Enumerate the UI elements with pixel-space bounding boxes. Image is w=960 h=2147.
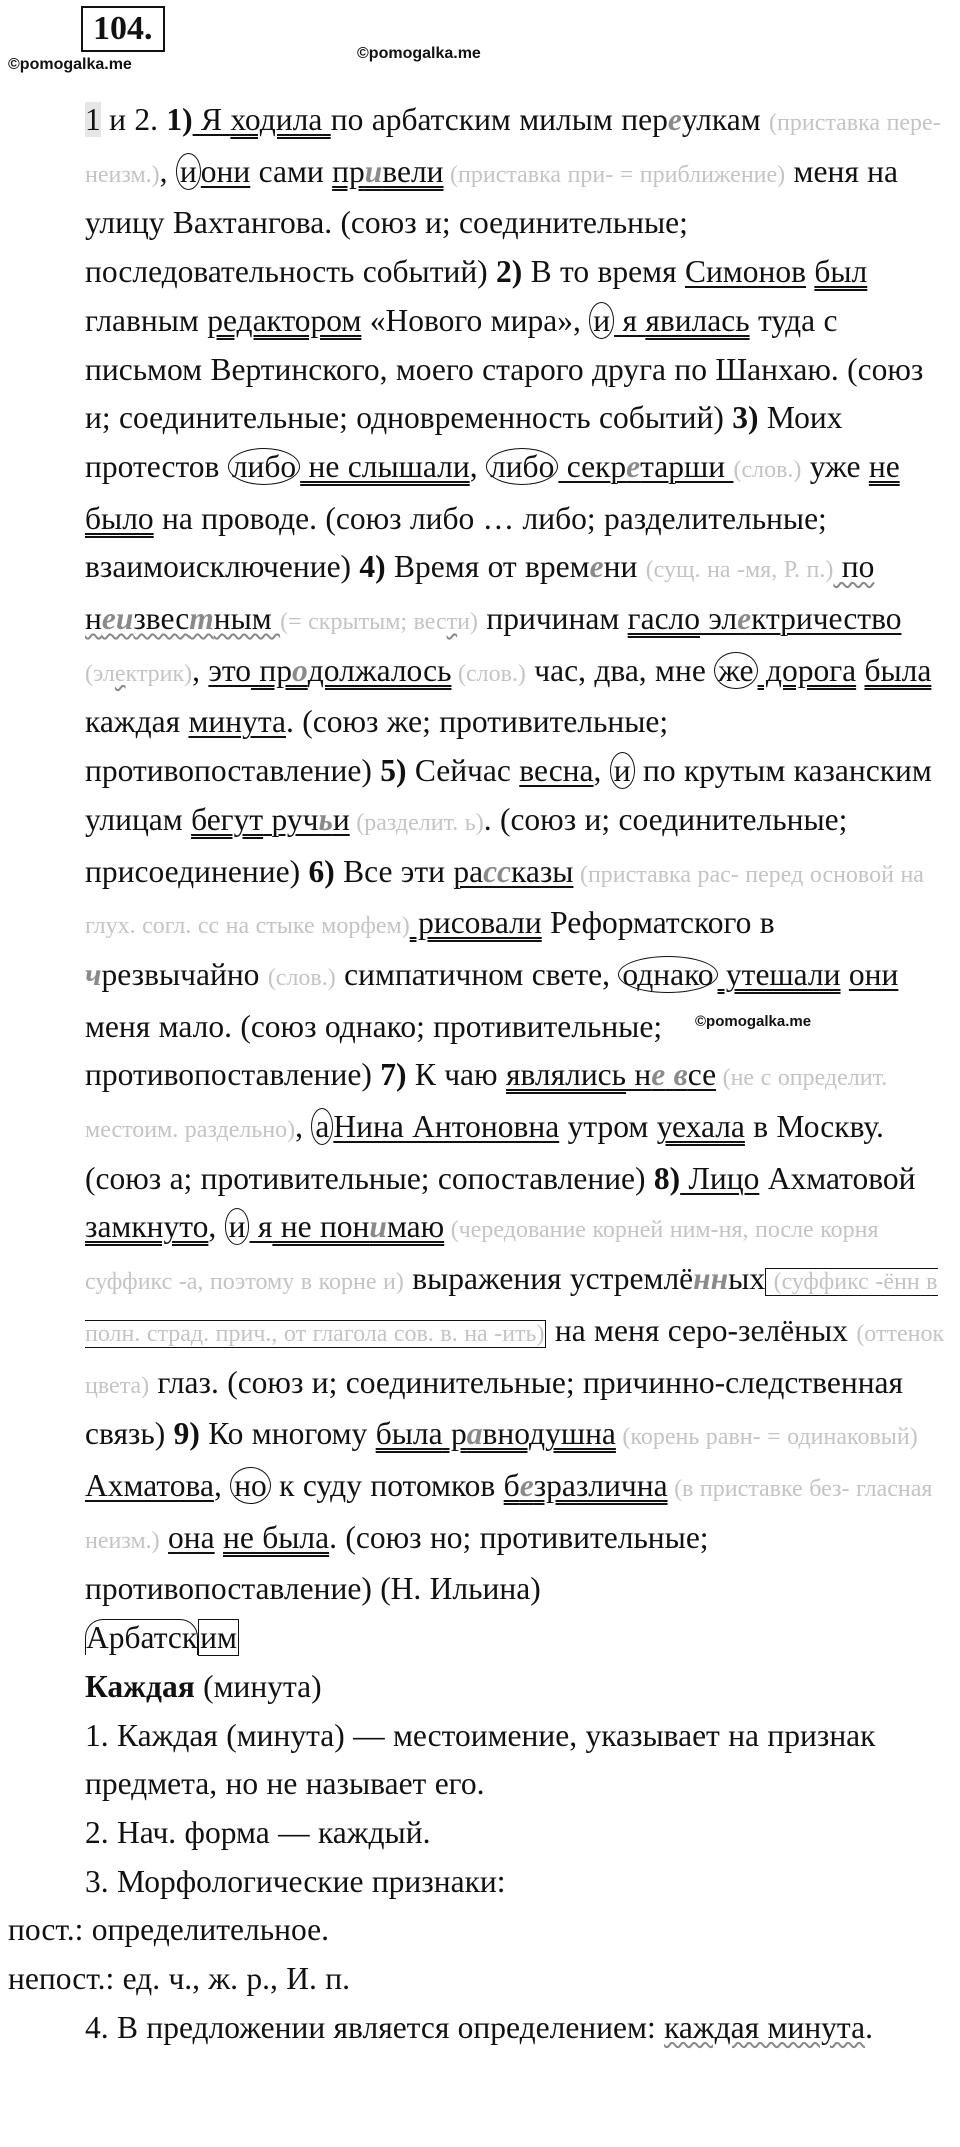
text-run: , [295,1109,312,1145]
parse-line: непост.: ед. ч., ж. р., И. п. [8,1961,351,1997]
subject: они [200,153,251,189]
text-run: Все эти [334,853,454,889]
sentence-number: 9) [173,1416,200,1452]
subject: не все [626,1057,717,1093]
note: (суффикс -ённ в полн. страд. прич., от глагола сов. в. на -ить) [85,1269,938,1347]
sentence-number: 6) [308,853,335,889]
text-run: к суду потомков [270,1467,504,1503]
predicate: не понимаю [272,1209,445,1245]
sentence-number: 7) [380,1057,407,1093]
main-text [8,96,952,2052]
subject: электричество [700,601,902,637]
text-run: улкам [681,102,770,137]
text-run: глаз. (союз и; соединительные; причинно-следственная связь) [85,1364,904,1452]
parse-line-text: 4. В предложении является определением: [85,2009,665,2045]
parse-line: пост.: определительное. [8,1912,329,1948]
note: (слов.) [733,456,802,483]
note: (приставка при- = приближение) [443,161,786,188]
word-ending: им [200,1620,237,1656]
text-run: симпатичном свете, [335,956,619,992]
note: (= скрытым; вести) [280,609,478,636]
note: (электрик) [85,660,193,687]
paragraph-sentences [8,96,952,1614]
predicate: привели [332,153,444,189]
predicate: не была [223,1519,330,1555]
parse-line: 3. Морфологические признаки: [85,1863,506,1899]
note: (приставка пере- неизм.) [85,110,941,188]
text-run: , [192,652,209,688]
text-run: , [208,1209,225,1245]
text-run: главным [85,302,208,338]
attribute: по неизвестным [85,549,875,637]
predicate: продолжалось [251,652,452,688]
subject: минута [188,704,286,740]
sentence-number: 1) [166,102,193,137]
predicate: замкнуто [85,1209,209,1245]
text-run: Моих протестов [85,400,843,484]
predicate: рисовали [409,905,542,941]
text-run: Время от врем [385,549,590,585]
note: (слов.) [267,964,336,991]
note: (слов.) [451,660,526,687]
text-run: Реформатского в [541,905,775,941]
note: (корень равн- = одинаковый) [615,1424,918,1451]
note: (не с определит. местоим. раздельно) [85,1065,888,1144]
subject: я [614,302,646,338]
text-run: . (союз же; противительные; противопоставление) [85,704,669,789]
predicate: уехала [656,1109,745,1145]
sentence-number: 5) [380,753,407,789]
subject: Я [192,102,231,137]
parse-line: 2. Нач. форма — каждый. [85,1814,431,1850]
text-run: каждая [85,704,189,740]
conjunction-circled: и [589,302,614,339]
watermark: ©pomogalka.me [357,45,481,62]
sentence-number: 4) [359,549,386,585]
text-run: на проводе. (союз либо … либо; разделительные; взаимоисключение) [85,500,827,585]
note: (чередование корней ним-ня, после корня суффикс -а, поэтому в корне и) [85,1217,879,1296]
note: (в приставке без- гласная неизм.) [85,1475,933,1554]
conjunction-circled: и [225,1208,250,1245]
parse-line: 1. Каждая (минута) — местоимение, указывает на признак предмета, но не называет его. [85,1717,876,1802]
text-run: меня на улицу Вахтангова. (союз и; соединительные; последовательность событий) [85,153,899,290]
text-run: «Нового мира», [361,302,590,338]
parse-word: Каждая [85,1668,195,1704]
text-run [160,1520,168,1555]
predicate: не было [85,448,900,536]
subject: ручьи [263,801,350,837]
subject: они [848,956,899,992]
text-run: в Москву. (союз а; противительные; сопоставление) [85,1109,884,1196]
conjunction-circled: однако [618,956,717,993]
conjunction-circled: либо [486,448,558,485]
parse-heading [8,1663,952,1712]
text-run: туда с письмом Вертинского, моего старого друга по Шанхаю. (союз и; соединительные; одновременность событий) [85,302,924,436]
predicate: не слышали [300,448,470,484]
text-run: К чаю [406,1057,506,1093]
subject: это [208,652,251,688]
attribute: каждая минута [664,2009,866,2045]
predicate: явилась [645,302,750,338]
text-run: по арбатским милым пер [330,102,668,137]
subject: я [249,1209,273,1245]
note: (сущ. на -мя, Р. п.) [645,557,834,584]
conjunction-circled: и [176,153,201,190]
subject: Лицо [680,1160,760,1196]
predicate: редактором [207,302,362,338]
note: (оттенок цвета) [85,1320,945,1399]
text-run: резвычайно [101,956,268,992]
conjunction-circled: но [230,1467,271,1504]
text-run: час, два, мне [525,652,715,688]
subject: она [168,1519,215,1555]
parse-word-rest: (минута) [194,1668,322,1704]
spelling-letter: ч [85,956,102,992]
text-run: ни [603,549,646,585]
predicate: была [864,652,932,688]
text-run: сами [250,153,333,189]
note: (приставка рас- перед основой на глух. согл. сс на стыке морфем) [85,861,924,940]
note: (разделит. ь) [349,809,484,836]
text-run [841,957,849,992]
text-run: Ахматовой [759,1160,916,1196]
conjunction-circled: и [610,752,635,789]
text-run: , [213,1467,231,1503]
text-run: . (союз но; противительные; противопоставление) (Н. Ильина) [85,1519,709,1607]
watermark: ©pomogalka.me [8,56,132,73]
predicate: бегут [191,801,264,837]
spelling-letter: нн [693,1261,729,1297]
parse-line-end: . [865,2009,873,2045]
predicate: был [814,254,868,290]
text-run: , [593,753,610,789]
sentence-number: 3) [732,400,759,436]
sentence-number: 8) [653,1160,681,1196]
predicate: безразлична [503,1467,668,1503]
predicate: ходила [230,102,331,137]
predicate: была [375,1416,443,1452]
predicate: равнодушна [442,1416,616,1452]
word-base: Арбатск [86,1620,198,1656]
text-run: , [469,448,486,484]
watermark: ©pomogalka.me [695,1013,812,1030]
spelling-letter: е [667,102,682,137]
subject: рассказы [453,853,574,889]
text-run [215,1520,223,1555]
conjunction-circled: а [311,1108,333,1145]
conjunction-circled: же [714,652,757,689]
text-run: уже [801,448,869,484]
parse-line-4 [8,2004,952,2053]
conjunction-circled: либо [228,448,300,485]
text-run: ых [728,1261,766,1297]
task-mark: 1 [85,102,101,137]
text-run: В то время [522,254,685,290]
text-run: по крутым казанским улицам [85,753,932,837]
predicate: дорога [757,652,857,688]
text-run: Сейчас [406,753,520,789]
subject: Симонов [684,254,806,290]
text-run: . (союз и; соединительные; присоединение) [85,801,848,889]
subject: Ахматова [85,1467,214,1503]
subject: Нина Антоновна [333,1109,560,1145]
exercise-number: 104. [81,6,165,52]
text-run: на меня серо-зелёных [546,1312,857,1348]
subject: секретарши [558,448,734,484]
text-run: причинам [477,601,628,637]
predicate: являлись [505,1057,627,1093]
text-run: меня мало. (союз однако; противительные; противопоставление) [85,1008,663,1093]
text-run: и 2. [109,102,167,137]
text-run: Ко многому [199,1416,376,1452]
subject: весна [519,753,594,789]
text-run: утром [559,1109,657,1145]
predicate: утешали [717,956,841,992]
text-run: , [159,153,176,189]
sentence-number: 2) [496,254,523,290]
morpheme-analysis [8,1614,952,1663]
spelling-letter: е [589,549,604,585]
text-run: выражения устремлё [403,1261,694,1297]
predicate: гасло [627,601,701,637]
